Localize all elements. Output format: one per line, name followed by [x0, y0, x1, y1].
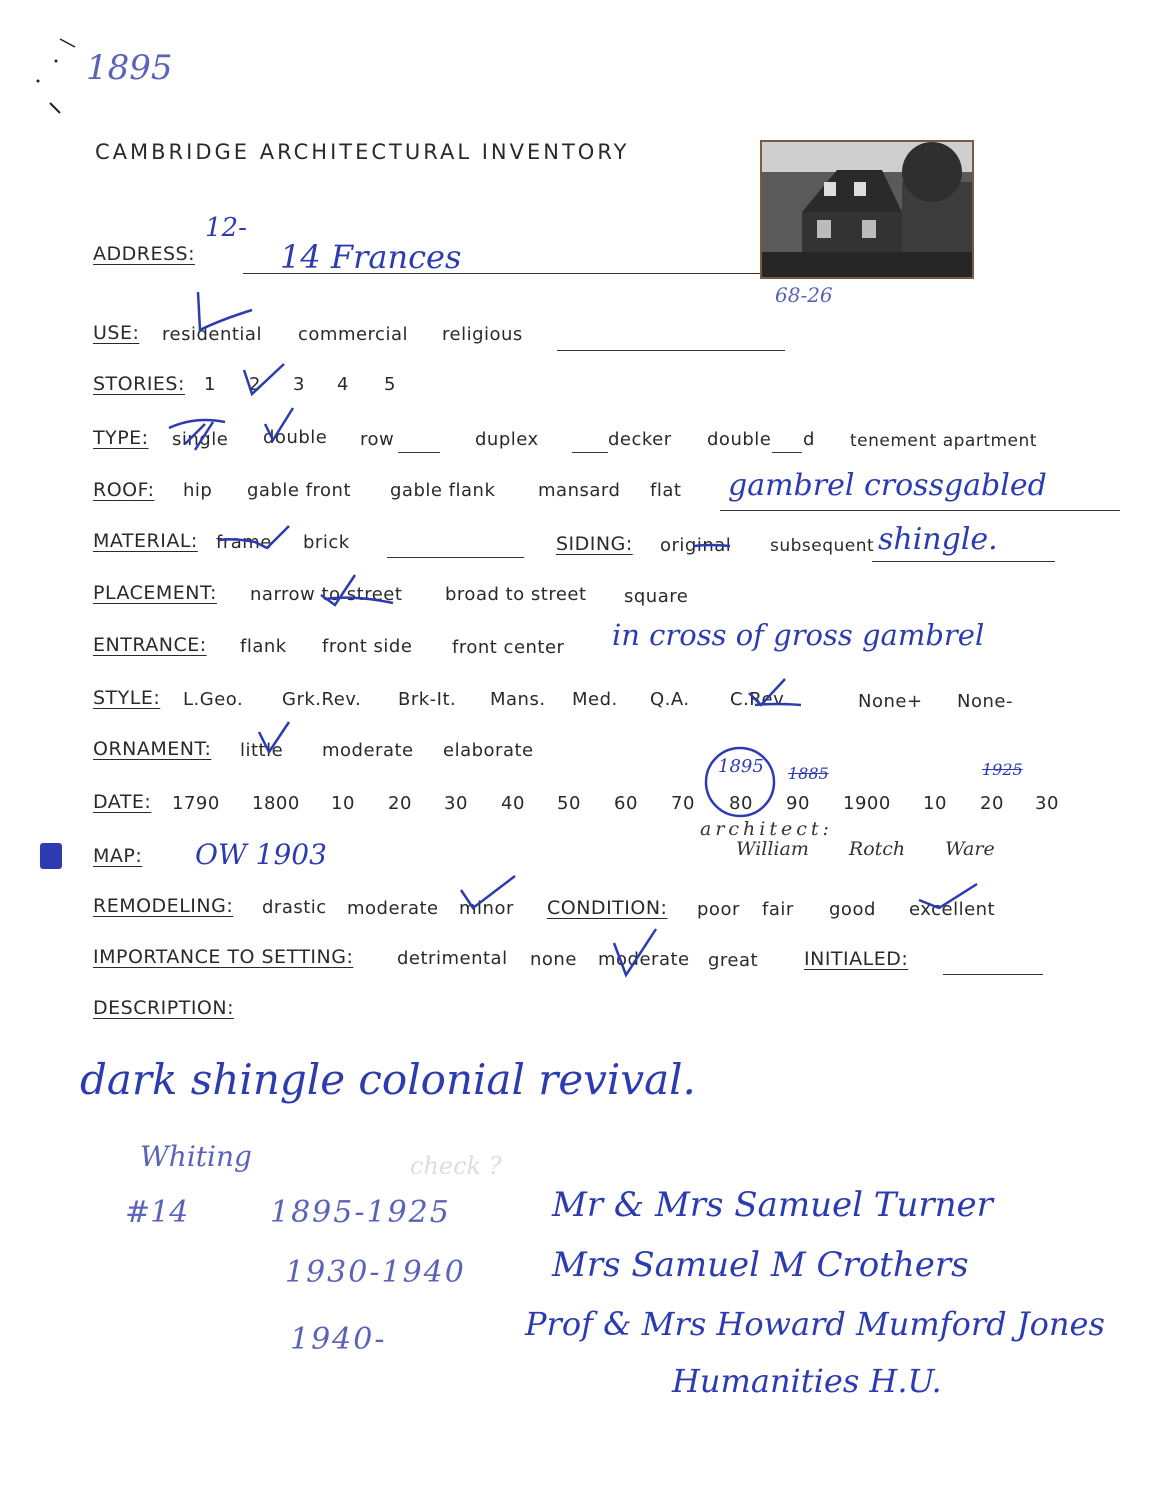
condition-poor: poor — [697, 899, 740, 920]
stories-3: 3 — [293, 374, 305, 395]
owner-years-2: 1930-1940 — [285, 1255, 466, 1290]
style-grkrev: Grk.Rev. — [282, 689, 362, 710]
architect-label: architect: — [700, 818, 833, 840]
use-other-line — [557, 350, 785, 351]
style-check — [745, 675, 805, 710]
style-label: STYLE: — [93, 687, 161, 709]
style-mans: Mans. — [490, 689, 546, 710]
placement-check — [315, 565, 395, 610]
remodeling-label: REMODELING: — [93, 895, 234, 917]
entrance-front-center: front center — [452, 637, 565, 658]
condition-fair: fair — [762, 899, 794, 920]
ornament-moderate: moderate — [322, 740, 414, 761]
type-double-2: double — [707, 429, 772, 450]
remodeling-moderate: moderate — [347, 898, 439, 919]
use-commercial: commercial — [298, 324, 408, 345]
style-crev: C.Rev. — [730, 689, 790, 710]
stories-check — [240, 360, 290, 400]
style-med: Med. — [572, 689, 618, 710]
stories-label: STORIES: — [93, 373, 185, 395]
material-other-line — [387, 557, 524, 558]
address-value: 14 Frances — [280, 238, 462, 276]
siding-line — [872, 561, 1055, 562]
description-text: dark shingle colonial revival. — [80, 1055, 696, 1104]
ornament-label: ORNAMENT: — [93, 738, 212, 760]
type-double-line — [772, 452, 802, 453]
owner-name-2: Mrs Samuel M Crothers — [552, 1245, 969, 1285]
ornament-elaborate: elaborate — [443, 740, 534, 761]
remodeling-drastic: drastic — [262, 897, 327, 918]
condition-good: good — [829, 899, 876, 920]
owner-years-1: 1895-1925 — [270, 1195, 451, 1230]
use-check — [190, 290, 260, 340]
date-30b: 30 — [1035, 793, 1059, 814]
photo-number: 68-26 — [775, 283, 833, 307]
stories-5: 5 — [384, 374, 396, 395]
condition-label: CONDITION: — [547, 897, 668, 919]
importance-label: IMPORTANCE TO SETTING: — [93, 946, 354, 968]
map-label: MAP: — [93, 845, 143, 867]
owner-name-1: Mr & Mrs Samuel Turner — [552, 1185, 993, 1225]
importance-great: great — [708, 950, 759, 971]
date-20: 20 — [388, 793, 412, 814]
material-check — [215, 522, 295, 552]
date-struck-2: 1925 — [982, 760, 1023, 779]
type-tenement: tenement apartment — [850, 431, 1037, 451]
house-photo — [760, 140, 974, 279]
entrance-handwritten: in cross of gross gambrel — [612, 618, 985, 652]
remodeling-minor: minor — [459, 898, 514, 919]
type-decker: decker — [608, 429, 672, 450]
importance-moderate: moderate — [598, 949, 690, 970]
date-1800: 1800 — [252, 793, 300, 814]
remodeling-check — [455, 872, 525, 917]
address-line — [243, 273, 760, 274]
style-lgeo: L.Geo. — [183, 689, 244, 710]
use-residential: residential — [162, 324, 262, 345]
condition-excellent: excellent — [909, 899, 996, 920]
entrance-flank: flank — [240, 636, 287, 657]
placement-label: PLACEMENT: — [93, 582, 217, 604]
date-10: 10 — [331, 793, 355, 814]
condition-check — [915, 880, 985, 915]
owner-note: Humanities H.U. — [672, 1362, 942, 1400]
date-20b: 20 — [980, 793, 1004, 814]
date-80: 80 — [729, 793, 753, 814]
style-brkit: Brk-It. — [398, 689, 457, 710]
type-double: double — [263, 427, 328, 448]
type-duplex: duplex — [475, 429, 539, 450]
siding-original: original — [660, 535, 732, 556]
description-faint-note: check ? — [410, 1152, 502, 1180]
importance-check — [610, 925, 665, 980]
description-source: Whiting — [140, 1140, 252, 1173]
siding-check — [690, 528, 740, 558]
roof-gable-flank: gable flank — [390, 480, 496, 501]
material-brick: brick — [303, 532, 350, 553]
date-10b: 10 — [923, 793, 947, 814]
type-single: single — [172, 429, 229, 450]
initialed-line — [943, 974, 1043, 975]
style-qa: Q.A. — [650, 689, 690, 710]
date-1790: 1790 — [172, 793, 220, 814]
owner-number: #14 — [125, 1195, 189, 1230]
date-50: 50 — [557, 793, 581, 814]
material-label: MATERIAL: — [93, 530, 198, 552]
roof-gable-front: gable front — [247, 480, 351, 501]
form-title: CAMBRIDGE ARCHITECTURAL INVENTORY — [95, 140, 630, 164]
stories-1: 1 — [204, 374, 216, 395]
owner-name-3: Prof & Mrs Howard Mumford Jones — [525, 1305, 1105, 1343]
importance-detrimental: detrimental — [397, 948, 508, 969]
placement-square: square — [624, 586, 689, 607]
date-circled-note: 1895 — [718, 756, 764, 777]
entrance-label: ENTRANCE: — [93, 634, 207, 656]
date-90: 90 — [786, 793, 810, 814]
type-d: d — [803, 429, 815, 450]
material-frame: frame — [216, 532, 272, 553]
placement-narrow: narrow to street — [250, 584, 403, 605]
siding-subsequent: subsequent — [770, 536, 875, 556]
siding-label: SIDING: — [556, 533, 633, 555]
type-row-line — [398, 452, 440, 453]
roof-flat: flat — [650, 480, 682, 501]
ornament-check — [255, 718, 305, 758]
address-prefix: 12- — [205, 213, 247, 243]
map-handwritten: OW 1903 — [195, 838, 327, 871]
stories-4: 4 — [337, 374, 349, 395]
date-struck-1: 1885 — [788, 764, 829, 783]
roof-hip: hip — [183, 480, 213, 501]
type-decker-line — [572, 452, 608, 453]
date-label: DATE: — [93, 791, 152, 813]
roof-label: ROOF: — [93, 479, 155, 501]
date-60: 60 — [614, 793, 638, 814]
style-none-minus: None- — [957, 691, 1013, 712]
type-label: TYPE: — [93, 427, 149, 449]
use-religious: religious — [442, 324, 523, 345]
roof-handwritten: gambrel crossgabled — [728, 468, 1047, 503]
date-1900: 1900 — [843, 793, 891, 814]
type-strike-check — [165, 400, 295, 460]
type-row: row — [360, 429, 395, 450]
use-label: USE: — [93, 322, 140, 344]
corner-marks — [30, 35, 90, 125]
description-label: DESCRIPTION: — [93, 997, 235, 1019]
address-label: ADDRESS: — [93, 243, 195, 265]
year-note: 1895 — [86, 48, 173, 88]
date-30: 30 — [444, 793, 468, 814]
importance-none: none — [530, 949, 577, 970]
roof-line — [720, 510, 1120, 511]
map-mark — [40, 843, 62, 869]
stories-2: 2 — [249, 374, 261, 395]
style-none-plus: None+ — [858, 691, 923, 712]
ornament-little: little — [240, 740, 284, 761]
siding-handwritten: shingle. — [878, 522, 998, 557]
owner-years-3: 1940- — [290, 1322, 387, 1357]
date-circle — [700, 742, 780, 822]
initialed-label: INITIALED: — [804, 948, 909, 970]
date-40: 40 — [501, 793, 525, 814]
roof-mansard: mansard — [538, 480, 621, 501]
placement-broad: broad to street — [445, 584, 587, 605]
architect-name: William Rotch Ware — [736, 838, 995, 860]
date-70: 70 — [671, 793, 695, 814]
entrance-front-side: front side — [322, 636, 413, 657]
